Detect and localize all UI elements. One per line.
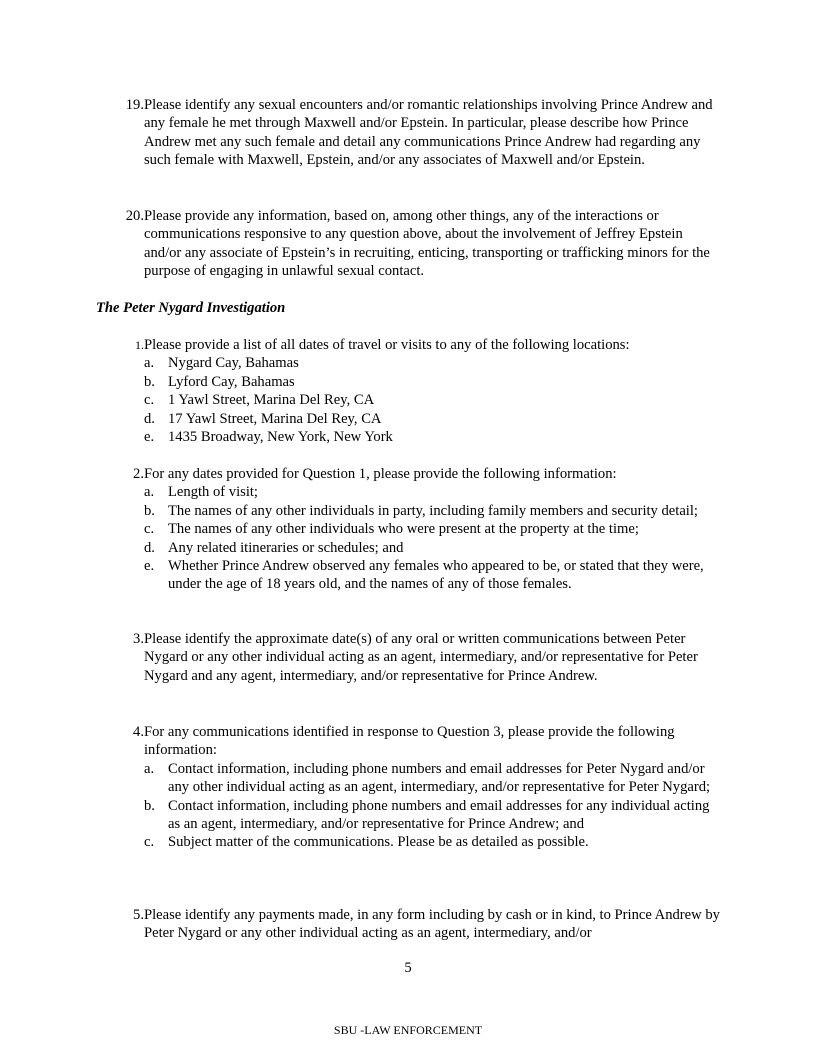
page-footer: SBU -LAW ENFORCEMENT — [333, 1023, 483, 1037]
sub-text: Subject matter of the communications. Please be as detailed as possible. — [168, 834, 589, 851]
question-5 — [120, 906, 720, 943]
sub-item — [120, 410, 720, 428]
sub-letter: a. — [144, 355, 155, 372]
sub-item — [120, 760, 720, 797]
question-number: 3. — [133, 631, 144, 647]
sub-list — [120, 760, 720, 852]
question-2 — [120, 465, 720, 594]
question-text: Please provide any information, based on, among other things, any of the interactions or communications responsive to any question above, about the involvement of Jeffrey Epstein and/or any associate of Epstein’s in recruiting, enticing, transporting or trafficking minors for the purpose of engaging in unlawful sexual contact. — [144, 208, 710, 280]
sub-letter: e. — [144, 429, 155, 446]
question-text: For any communications identified in response to Question 3, please provide the following information: — [144, 724, 675, 759]
sub-letter: c. — [144, 834, 155, 851]
sub-list — [120, 354, 720, 446]
sub-letter: d. — [144, 539, 155, 556]
question-number: 5. — [133, 907, 144, 923]
question-number: 2. — [133, 466, 144, 482]
question-text: Please identify any payments made, in any form including by cash or in kind, to Prince Andrew by Peter Nygard or any other individual acting as an agent, intermediary, and/or — [144, 907, 720, 942]
question-text: Please identify any sexual encounters and/or romantic relationships involving Prince Andrew and any female he met through Maxwell and/or Epstein. In particular, please describe how Prince Andrew met any such female and detail any communications Prince Andrew had regarding any such female with Maxwell, Epstein, and/or any associates of Maxwell and/or Epstein. — [144, 97, 713, 169]
question-text: For any dates provided for Question 1, please provide the following information: — [144, 466, 617, 482]
question-3 — [120, 630, 720, 685]
sub-item — [120, 502, 720, 520]
sub-text: Whether Prince Andrew observed any females who appeared to be, or stated that they were, under the age of 18 years old, and the names of any of those females. — [168, 558, 704, 593]
sub-letter: b. — [144, 502, 155, 519]
sub-item — [120, 391, 720, 409]
section-heading: The Peter Nygard Investigation — [96, 300, 286, 316]
sub-item — [120, 797, 720, 834]
sub-item — [120, 483, 720, 501]
question-number: 4. — [133, 724, 144, 740]
sub-item — [120, 354, 720, 372]
sub-text: 17 Yawl Street, Marina Del Rey, CA — [168, 410, 382, 427]
question-text: Please identify the approximate date(s) of any oral or written communications between Peter Nygard or any other individual acting as an agent, intermediary, and/or representative for Peter Nygard and any agent, intermediary, and/or representative for Prince Andrew. — [144, 631, 698, 684]
question-number: 20. — [125, 208, 144, 224]
question-1 — [120, 336, 720, 446]
sub-item — [120, 428, 720, 446]
question-20 — [120, 207, 720, 281]
sub-item — [120, 833, 720, 851]
sub-text: Lyford Cay, Bahamas — [168, 373, 295, 390]
question-19 — [120, 96, 720, 170]
sub-letter: d. — [144, 410, 155, 427]
question-4 — [120, 723, 720, 852]
sub-letter: b. — [144, 373, 155, 390]
sub-list — [120, 483, 720, 593]
sub-item — [120, 520, 720, 538]
sub-text: Length of visit; — [168, 484, 258, 501]
sub-letter: b. — [144, 797, 155, 814]
sub-item — [120, 373, 720, 391]
sub-text: Any related itineraries or schedules; and — [168, 539, 404, 556]
sub-text: Contact information, including phone numbers and email addresses for Peter Nygard and/or any other individual acting as an agent, intermediary, and/or representative for Peter Nygard; — [168, 760, 711, 796]
sub-text: 1435 Broadway, New York, New York — [168, 429, 393, 446]
sub-letter: c. — [144, 521, 155, 538]
sub-text: 1 Yawl Street, Marina Del Rey, CA — [168, 392, 375, 409]
page-number: 5 — [404, 960, 412, 976]
sub-letter: c. — [144, 392, 155, 409]
question-number: 1. — [135, 338, 144, 352]
sub-item — [120, 557, 720, 594]
sub-letter: a. — [144, 760, 155, 777]
sub-letter: a. — [144, 484, 155, 501]
sub-text: Nygard Cay, Bahamas — [168, 355, 299, 372]
question-text: Please provide a list of all dates of travel or visits to any of the following locations: — [144, 337, 630, 353]
question-number: 19. — [125, 97, 144, 113]
sub-item — [120, 539, 720, 557]
sub-text: The names of any other individuals who were present at the property at the time; — [168, 521, 639, 538]
sub-text: The names of any other individuals in party, including family members and security detail; — [168, 502, 698, 519]
sub-text: Contact information, including phone numbers and email addresses for any individual acting as an agent, intermediary, and/or representative for Prince Andrew; and — [168, 797, 710, 833]
sub-letter: e. — [144, 558, 155, 575]
